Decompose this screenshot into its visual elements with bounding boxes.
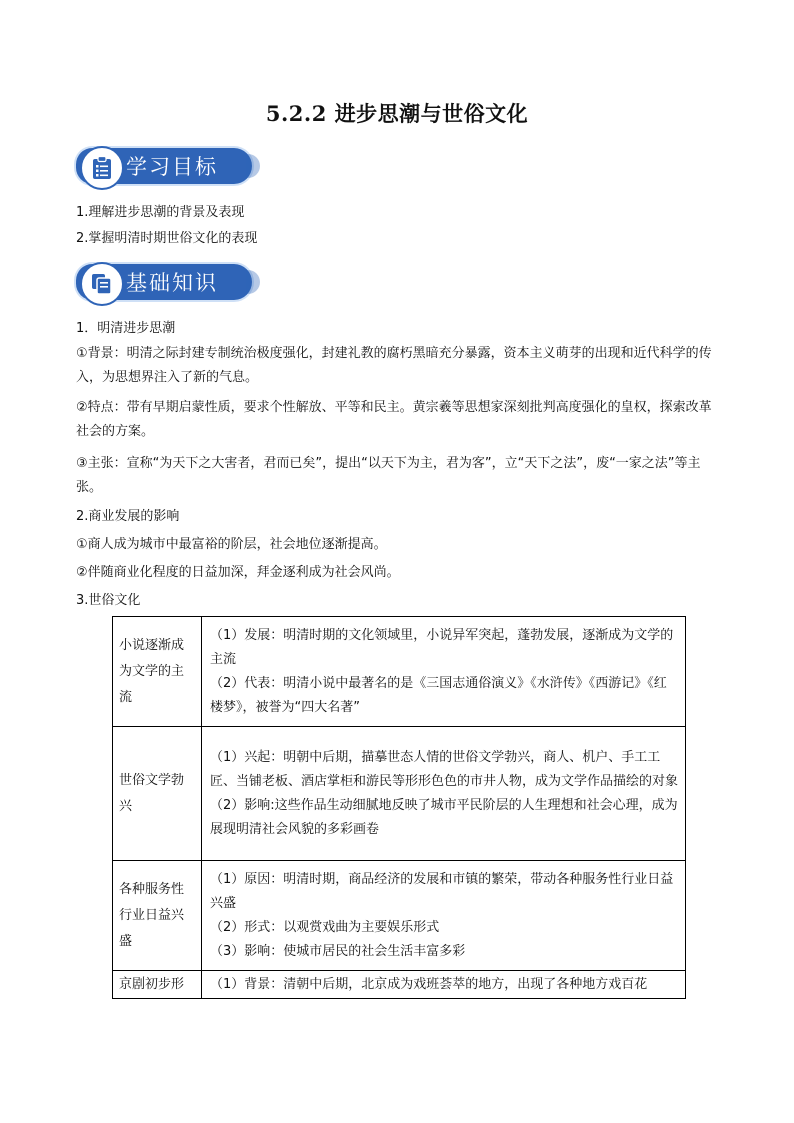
topic1-claims: ③主张：宣称“为天下之大害者，君而已矣”，提出“以天下为主，君为客”，立“天下之法”，废“一家之法”等主张。 (76, 456, 701, 495)
row-line: （1）发展：明清时期的文化领域里，小说异军突起，蓬勃发展，逐渐成为文学的主流 (210, 627, 674, 667)
learning-goals-pill (76, 148, 252, 184)
row-category: 小说逐渐成为文学的主流 (113, 617, 202, 727)
folk-culture-table (112, 616, 686, 999)
goal-item-2: 2.掌握明清时期世俗文化的表现 (76, 231, 258, 246)
basic-knowledge-pill (76, 264, 252, 300)
topic1-heading: 1．明清进步思潮 (76, 321, 176, 336)
row-description (202, 617, 686, 727)
basic-knowledge-heading: 基础知识 (126, 271, 218, 295)
topic2-point-2: ②伴随商业化程度的日益加深，拜金逐利成为社会风尚。 (76, 565, 400, 580)
basic-knowledge-banner (76, 262, 252, 302)
row-line: （2）代表：明清小说中最著名的是《三国志通俗演义》《水浒传》《西游记》《红楼梦》，被誉为“四大名著” (210, 675, 667, 715)
documents-icon (80, 262, 124, 306)
row-description (202, 861, 686, 971)
topic2-heading: 2.商业发展的影响 (76, 509, 180, 524)
learning-goals-banner (76, 146, 252, 186)
table-row (113, 971, 686, 999)
row-line: （2）形式：以观赏戏曲为主要娱乐形式 (210, 919, 440, 935)
row-category: 各种服务性行业日益兴盛 (113, 861, 202, 971)
row-line: （1）兴起：明朝中后期，描摹世态人情的世俗文学勃兴，商人、机户、手工工匠、当铺老板、酒店掌柜和游民等形形色色的市井人物，成为文学作品描绘的对象 (210, 749, 679, 789)
topic1-features: ②特点：带有早期启蒙性质，要求个性解放、平等和民主。黄宗羲等思想家深刻批判高度强化的皇权，探索改革社会的方案。 (76, 400, 712, 439)
row-category: 世俗文学勃兴 (113, 727, 202, 861)
row-line: （1）背景：清朝中后期，北京成为戏班荟萃的地方，出现了各种地方戏百花 (210, 976, 648, 992)
row-line: （3）影响：使城市居民的社会生活丰富多彩 (210, 943, 466, 959)
row-category: 京剧初步形 (113, 971, 202, 999)
page-title: 5.2.2 进步思潮与世俗文化 (265, 101, 529, 126)
table-row (113, 617, 686, 727)
learning-goals-heading: 学习目标 (126, 155, 218, 179)
table-row (113, 727, 686, 861)
row-description (202, 727, 686, 861)
topic2-point-1: ①商人成为城市中最富裕的阶层，社会地位逐渐提高。 (76, 537, 387, 552)
row-line: （1）原因：明清时期，商品经济的发展和市镇的繁荣，带动各种服务性行业日益兴盛 (210, 871, 674, 911)
goal-item-1: 1.理解进步思潮的背景及表现 (76, 205, 245, 220)
table-row (113, 861, 686, 971)
row-description (202, 971, 686, 999)
topic1-background: ①背景：明清之际封建专制统治极度强化，封建礼教的腐朽黑暗充分暴露，资本主义萌芽的出现和近代科学的传入，为思想界注入了新的气息。 (76, 346, 712, 385)
topic3-heading: 3.世俗文化 (76, 593, 141, 608)
clipboard-icon (80, 146, 124, 190)
row-line: （2）影响:这些作品生动细腻地反映了城市平民阶层的人生理想和社会心理，成为展现明清社会风貌的多彩画卷 (210, 797, 678, 837)
